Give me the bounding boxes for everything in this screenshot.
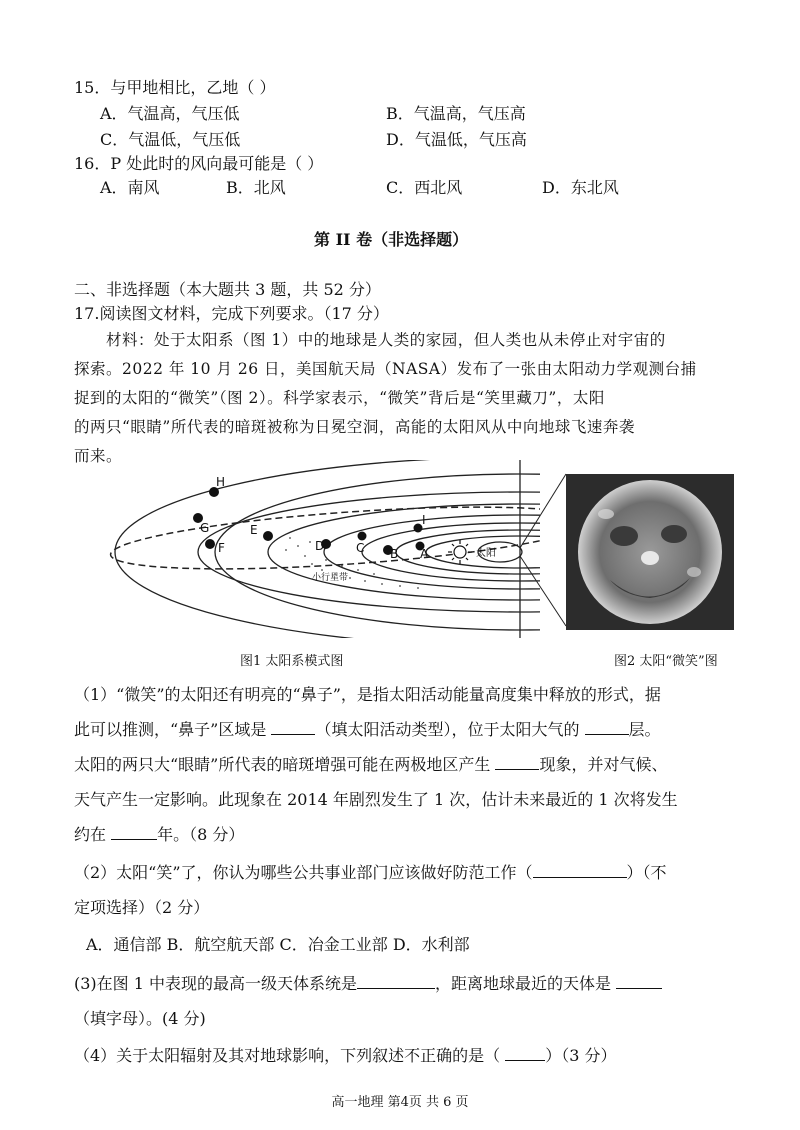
blank-departments[interactable] (533, 859, 627, 878)
q15-option-c: C．气温低，气压低 (100, 130, 241, 149)
sub4-text-b: ）（3 分） (545, 1046, 617, 1065)
sub3-text-a: (3)在图 1 中表现的最高一级天体系统是 (74, 974, 358, 993)
label-asteroid-belt: 小行星带 (312, 573, 349, 583)
q16-option-a: A．南风 (100, 178, 160, 197)
sub-question-4 (74, 1038, 744, 1073)
label-a: A (420, 547, 429, 561)
sub-question-3 (74, 966, 744, 1036)
sub1-line5 (74, 817, 744, 852)
material-line: 而来。 (74, 447, 123, 465)
sub-question-2 (74, 855, 744, 925)
planet-c-dot (358, 532, 367, 541)
asteroid-belt (285, 529, 419, 589)
sub1-text-d: 太阳的两只大“眼睛”所代表的暗斑增强可能在两极地区产生 (74, 755, 496, 774)
label-f: F (218, 541, 225, 555)
q17-stem: 17.阅读图文材料，完成下列要求。（17 分） (74, 304, 389, 323)
blank-nearest-body[interactable] (616, 970, 662, 989)
material-line: 材料：处于太阳系（图 1）中的地球是人类的家园，但人类也从未停止对宇宙的 (106, 331, 666, 349)
figure1-solar-system-diagram (100, 460, 540, 638)
orbit-e (268, 504, 540, 600)
sub2-line2: 定项选择）（2 分） (74, 898, 210, 917)
sub1-line3 (74, 747, 744, 782)
q15-option-d: D．气温低，气压高 (386, 130, 527, 149)
label-i: I (422, 513, 426, 527)
q17-material (74, 326, 734, 471)
sub2-line1 (74, 855, 744, 890)
sub1-text-g: 年。（8 分） (157, 825, 245, 844)
sub2-options: A．通信部 B．航空航天部 C．冶金工业部 D．水利部 (86, 935, 470, 954)
sub1-text-b: （填太阳活动类型），位于太阳大气的 (315, 720, 585, 739)
blank-polar-phenomenon[interactable] (495, 751, 539, 770)
sub3-text-b: ，距离地球最近的天体是 (435, 974, 617, 993)
q15-option-b: B．气温高，气压高 (386, 104, 526, 123)
label-h: H (216, 475, 226, 489)
sub3-line1 (74, 966, 744, 1001)
figure2-sun-photo (566, 474, 734, 630)
sub4-text-a: （4）关于太阳辐射及其对地球影响，下列叙述不正确的是（ (74, 1046, 506, 1065)
sub2-text-a: （2）太阳“笑”了，你认为哪些公共事业部门应该做好防范工作（ (74, 863, 533, 882)
sub1-text-e: 现象，并对气候、 (539, 755, 668, 774)
q16-option-b: B．北风 (226, 178, 286, 197)
sub4-line1 (74, 1038, 744, 1073)
sub1-line1: （1）“微笑”的太阳还有明亮的“鼻子”，是指太阳活动能量高度集中释放的形式，据 (74, 685, 661, 704)
q16-stem: 16．P 处此时的风向最可能是（ ） (74, 154, 324, 173)
blank-atmosphere-layer[interactable] (585, 716, 629, 735)
label-e: E (250, 523, 258, 537)
q15-option-a: A．气温高，气压低 (100, 104, 240, 123)
q16-option-d: D．东北风 (542, 178, 619, 197)
part2-heading: 二、非选择题（本大题共 3 题，共 52 分） (74, 280, 381, 299)
sub1-text-a: 此可以推测，“鼻子”区域是 (74, 720, 272, 739)
material-line: 捉到的太阳的“微笑”（图 2）。科学家表示，“微笑”背后是“笑里藏刀”，太阳 (74, 389, 605, 407)
sub1-line4: 天气产生一定影响。此现象在 2014 年剧烈发生了 1 次，估计未来最近的 1 次将发生 (74, 790, 678, 809)
label-c: C (356, 541, 365, 555)
blank-sub4-answer[interactable] (505, 1042, 545, 1061)
blank-celestial-system[interactable] (357, 970, 435, 989)
sun-icon (448, 540, 472, 564)
material-line: 探索。2022 年 10 月 26 日，美国航天局（NASA）发布了一张由太阳动力学观测台捕 (74, 360, 697, 378)
active-region-nose (641, 551, 659, 565)
planet-f-dot (205, 539, 215, 549)
blank-activity-type[interactable] (271, 716, 315, 735)
label-sun: 太阳 (476, 548, 496, 559)
q15-stem: 15．与甲地相比，乙地（ ） (74, 78, 276, 97)
q16-option-c: C．西北风 (386, 178, 463, 197)
coronal-hole-left-eye (610, 526, 638, 546)
sub-question-1 (74, 677, 744, 852)
sub3-line2: （填字母）。(4 分) (74, 1009, 206, 1028)
material-line: 的两只“眼睛”所代表的暗斑被称为日冕空洞，高能的太阳风从中向地球飞速奔袭 (74, 418, 635, 436)
label-d: D (315, 539, 325, 553)
label-b: B (390, 547, 399, 561)
sub1-line2 (74, 712, 744, 747)
label-g: G (200, 521, 210, 535)
sub1-text-f: 约在 (74, 825, 112, 844)
blank-next-year[interactable] (111, 821, 157, 840)
sub1-text-c: 层。 (628, 720, 661, 739)
page-footer: 高一地理 第4页 共 6 页 (331, 1095, 469, 1110)
section-title: 第 II 卷（非选择题） (314, 230, 469, 249)
coronal-hole-right-eye (661, 525, 687, 543)
figure1-caption: 图1 太阳系模式图 (240, 654, 344, 669)
planet-e-dot (263, 531, 273, 541)
figure2-caption: 图2 太阳“微笑”图 (614, 654, 718, 669)
sub2-text-b: ）（不 (626, 863, 667, 882)
